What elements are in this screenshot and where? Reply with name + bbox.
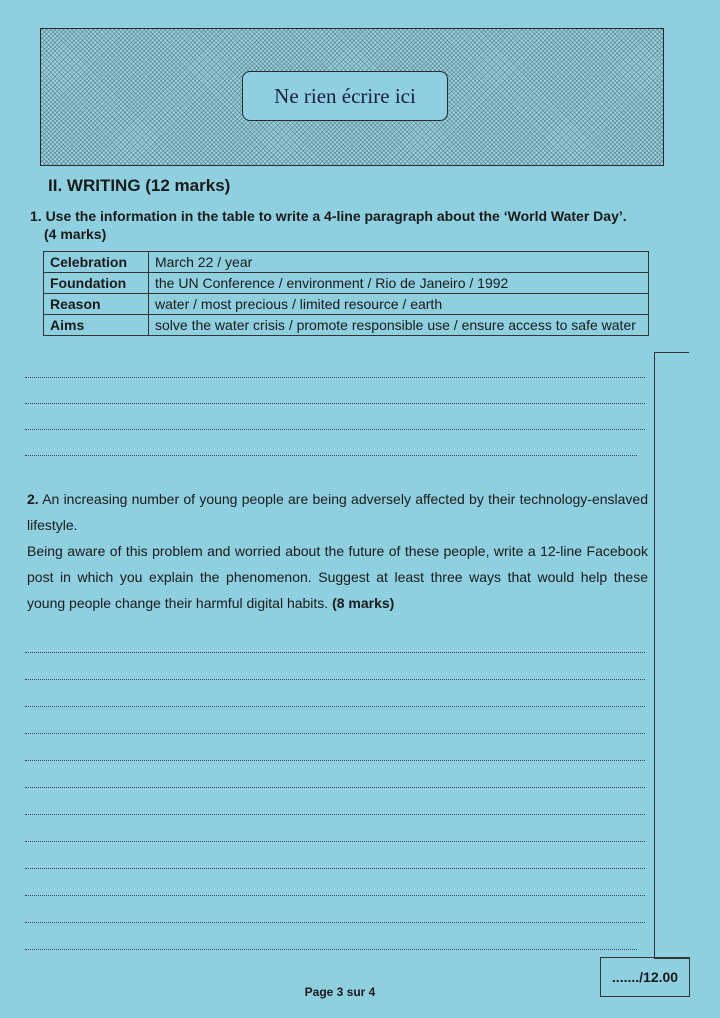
question-2-number: 2. [27,491,39,507]
table-row [44,273,649,294]
answer-line[interactable] [25,429,645,430]
answer-line[interactable] [25,760,645,761]
question-2-line2: Being aware of this problem and worried about the future of these people, write a 12-line Facebook post in which you explain the phenomenon. Suggest at least three ways that would help these young people change their harmful digital habits. [27,543,648,611]
answer-line[interactable] [25,841,645,842]
answer-line[interactable] [25,895,645,896]
table-value: March 22 / year [149,252,649,273]
answer-line[interactable] [25,814,645,815]
answer-line[interactable] [25,733,645,734]
table-row [44,315,649,336]
question-2 [27,486,648,616]
question-2-marks: (8 marks) [332,595,395,611]
score-box: ......./12.00 [600,957,690,997]
answer-line[interactable] [25,949,637,950]
section-title: II. WRITING (12 marks) [48,176,231,195]
question-1-marks: (4 marks) [44,226,107,242]
world-water-day-table [43,251,649,336]
table-value: solve the water crisis / promote responsible use / ensure access to safe water [149,315,649,336]
page-number: Page 3 sur 4 [304,985,376,999]
question-2-intro [27,486,648,538]
question-1-text: 1. Use the information in the table to write a 4-line paragraph about the ‘World Water Day’. [30,208,627,224]
table-key: Aims [44,315,149,336]
table-value: the UN Conference / environment / Rio de Janeiro / 1992 [149,273,649,294]
table-value: water / most precious / limited resource / earth [149,294,649,315]
table-key: Foundation [44,273,149,294]
table-key: Reason [44,294,149,315]
table-row [44,294,649,315]
answer-line[interactable] [25,455,637,456]
table-row [44,252,649,273]
answer-line[interactable] [25,403,645,404]
answer-line[interactable] [25,652,645,653]
do-not-write-label: Ne rien écrire ici [242,71,448,121]
question-2-task [27,538,648,616]
answer-line[interactable] [25,787,645,788]
answer-line[interactable] [25,868,645,869]
table-key: Celebration [44,252,149,273]
answer-line[interactable] [25,377,645,378]
question-1 [30,207,670,243]
margin-box [654,352,689,959]
answer-line[interactable] [25,706,645,707]
answer-line[interactable] [25,679,645,680]
question-2-line1: An increasing number of young people are being adversely affected by their technology-enslaved lifestyle. [27,491,648,533]
answer-line[interactable] [25,922,645,923]
